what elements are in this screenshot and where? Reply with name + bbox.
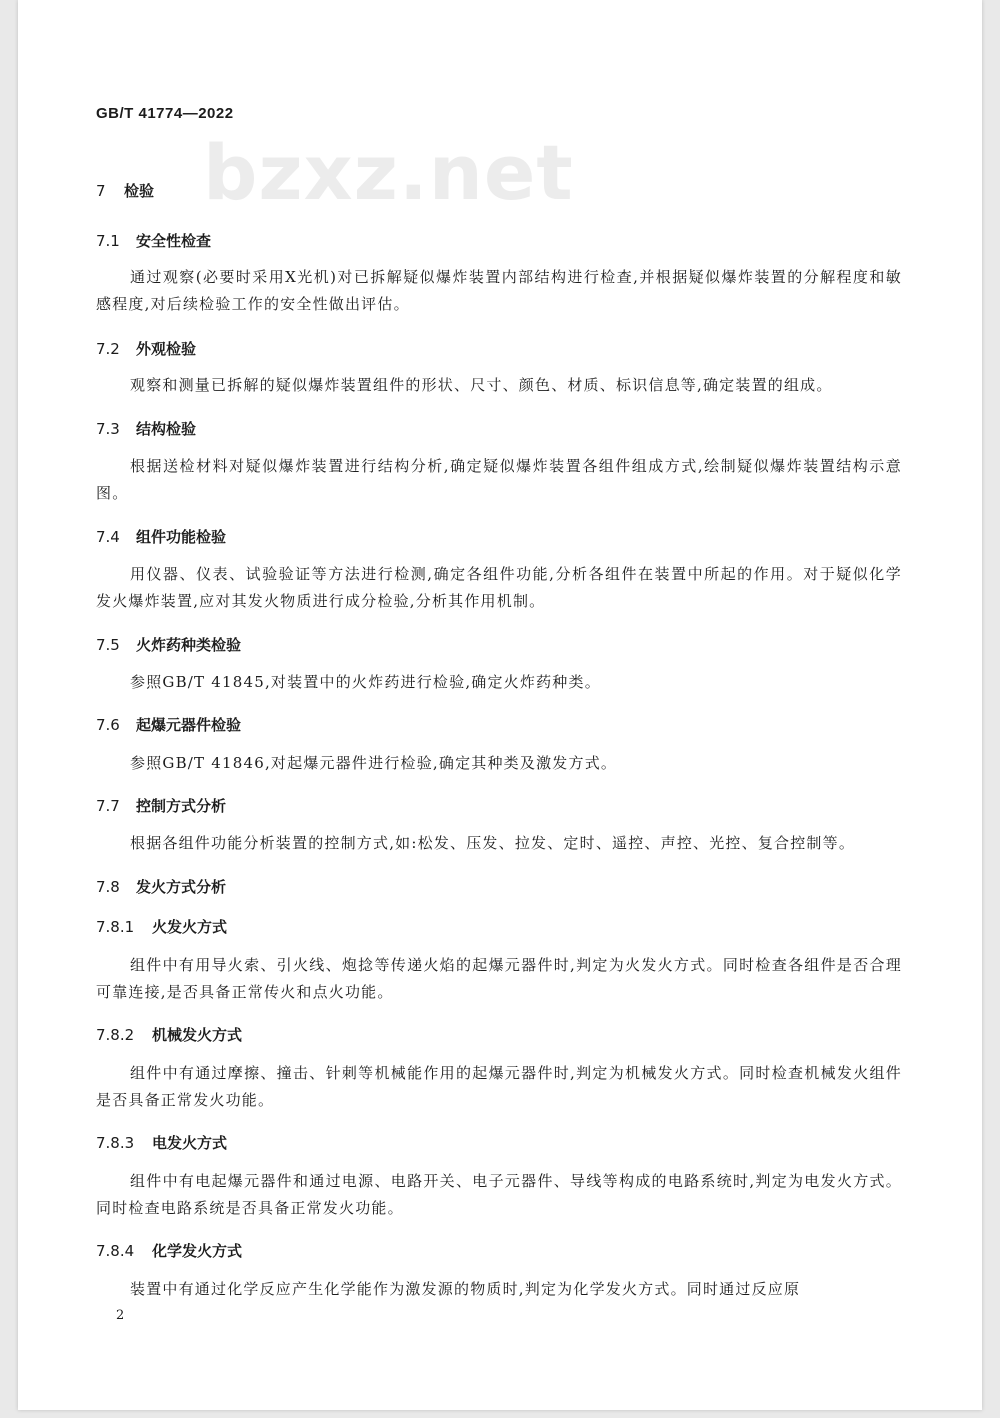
section-paragraph: 参照GB/T 41845,对装置中的火炸药进行检验,确定火炸药种类。 [130, 673, 601, 691]
subsection-paragraph: 组件中有电起爆元器件和通过电源、电路开关、电子元器件、导线等构成的电路系统时,判定为电发火方式。同时检查电路系统是否具备正常发火功能。 [96, 1172, 902, 1217]
section-paragraph: 参照GB/T 41846,对起爆元器件进行检验,确定其种类及激发方式。 [130, 754, 618, 772]
subsection-title: 机械发火方式 [152, 1026, 243, 1044]
chapter-heading [96, 180, 154, 201]
subsection-number: 7.8.3 [96, 1134, 135, 1152]
section-number: 7.1 [96, 232, 120, 250]
section-heading [96, 795, 226, 816]
section-number: 7.4 [96, 528, 120, 546]
subsection-heading [96, 916, 227, 937]
chapter-number: 7 [96, 182, 106, 200]
subsection-heading [96, 1132, 227, 1153]
subsection-paragraph: 组件中有用导火索、引火线、炮捻等传递火焰的起爆元器件时,判定为火发火方式。同时检查各组件是否合理可靠连接,是否具备正常传火和点火功能。 [96, 956, 902, 1001]
section-heading [96, 526, 226, 547]
section-heading [96, 714, 241, 735]
page-number: 2 [116, 1308, 125, 1323]
section-number: 7.5 [96, 636, 120, 654]
subsection-paragraph: 装置中有通过化学反应产生化学能作为激发源的物质时,判定为化学发火方式。同时通过反应原 [130, 1280, 801, 1298]
standard-code: GB/T 41774—2022 [96, 105, 234, 122]
section-heading [96, 338, 196, 359]
section-heading [96, 230, 211, 251]
section-paragraph: 通过观察(必要时采用X光机)对已拆解疑似爆炸装置内部结构进行检查,并根据疑似爆炸装置的分解程度和敏感程度,对后续检验工作的安全性做出评估。 [96, 268, 902, 313]
subsection-title: 电发火方式 [152, 1134, 228, 1152]
section-title: 控制方式分析 [136, 797, 227, 815]
section-title: 外观检验 [136, 340, 197, 358]
section-paragraph: 根据各组件功能分析装置的控制方式,如:松发、压发、拉发、定时、遥控、声控、光控、复合控制等。 [130, 834, 856, 852]
subsection-number: 7.8.2 [96, 1026, 135, 1044]
document-page [18, 0, 982, 1410]
section-number: 7.6 [96, 716, 120, 734]
section-heading [96, 876, 226, 897]
subsection-heading [96, 1240, 242, 1261]
section-title: 安全性检查 [136, 232, 212, 250]
section-paragraph: 观察和测量已拆解的疑似爆炸装置组件的形状、尺寸、颜色、材质、标识信息等,确定装置的组成。 [130, 376, 833, 394]
subsection-number: 7.8.1 [96, 918, 135, 936]
section-title: 结构检验 [136, 420, 197, 438]
chapter-title: 检验 [124, 182, 155, 200]
subsection-title: 化学发火方式 [152, 1242, 243, 1260]
section-title: 火炸药种类检验 [136, 636, 242, 654]
section-heading [96, 634, 241, 655]
subsection-number: 7.8.4 [96, 1242, 135, 1260]
section-title: 组件功能检验 [136, 528, 227, 546]
section-number: 7.3 [96, 420, 120, 438]
subsection-heading [96, 1024, 242, 1045]
subsection-paragraph: 组件中有通过摩擦、撞击、针刺等机械能作用的起爆元器件时,判定为机械发火方式。同时检查机械发火组件是否具备正常发火功能。 [96, 1064, 902, 1109]
section-paragraph: 根据送检材料对疑似爆炸装置进行结构分析,确定疑似爆炸装置各组件组成方式,绘制疑似爆炸装置结构示意图。 [96, 457, 902, 502]
section-number: 7.7 [96, 797, 120, 815]
section-title: 发火方式分析 [136, 878, 227, 896]
section-paragraph: 用仪器、仪表、试验验证等方法进行检测,确定各组件功能,分析各组件在装置中所起的作用。对于疑似化学发火爆炸装置,应对其发火物质进行成分检验,分析其作用机制。 [96, 565, 902, 610]
subsection-title: 火发火方式 [152, 918, 228, 936]
section-heading [96, 418, 196, 439]
section-title: 起爆元器件检验 [136, 716, 242, 734]
watermark: bzxz.net [203, 128, 574, 217]
section-number: 7.2 [96, 340, 120, 358]
section-number: 7.8 [96, 878, 120, 896]
